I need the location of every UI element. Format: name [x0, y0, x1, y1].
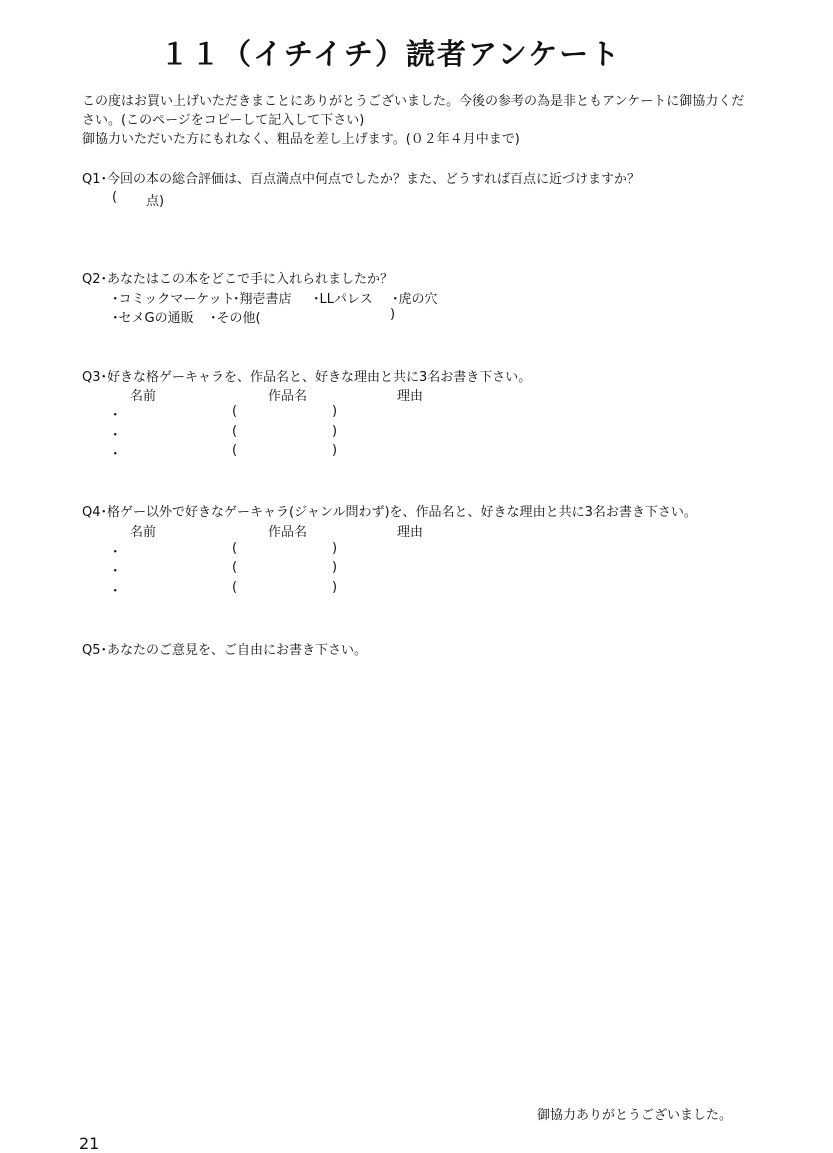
q3-col-work: 作品名 — [268, 389, 308, 404]
q3-row-3-close: ) — [332, 443, 338, 458]
q1-answer-unit: 点) — [146, 194, 165, 209]
q3-row-2-open: ( — [232, 424, 238, 439]
footer-thanks: 御協力ありがとうございました。 — [537, 1108, 733, 1123]
q4-col-name: 名前 — [130, 525, 157, 540]
intro-line-2: さい。(このページをコピーして記入して下さい) — [82, 113, 365, 128]
q2-option-comiket: ･コミックマーケット — [112, 292, 235, 307]
q4-row-2-close: ) — [332, 560, 338, 575]
q3-row-2-bullet: ･ — [112, 428, 119, 443]
q2-option-other: ･その他( — [210, 311, 261, 326]
q3-row-3-open: ( — [232, 443, 238, 458]
q3-col-name: 名前 — [130, 389, 157, 404]
q1-answer-open: ( — [112, 190, 118, 205]
q4-row-2-bullet: ･ — [112, 564, 119, 579]
q2-option-toranoana: ･虎の穴 — [392, 292, 438, 307]
q3-row-2-close: ) — [332, 424, 338, 439]
q4-row-3-bullet: ･ — [112, 584, 119, 599]
q4-col-reason: 理由 — [397, 525, 424, 540]
q5-question: Q5･あなたのご意見を、ご自由にお書き下さい。 — [82, 643, 368, 658]
q4-question: Q4･格ゲー以外で好きなゲーキャラ(ジャンル問わず)を、作品名と、好きな理由と共に3名お書き下さい。 — [82, 505, 697, 520]
q2-option-shoichi: ･翔壱書店 — [233, 292, 292, 307]
intro-text — [82, 92, 782, 149]
q3-row-1-close: ) — [332, 404, 338, 419]
page-title: １１（イチイチ）読者アンケート — [160, 37, 622, 71]
q2-question: Q2･あなたはこの本をどこで手に入れられましたか？ — [82, 272, 394, 287]
q4-row-3-close: ) — [332, 580, 338, 595]
intro-line-3: 御協力いただいた方にもれなく、粗品を差し上げます。(０２年４月中まで) — [82, 132, 520, 147]
q2-option-llpalace: ･LLパレス — [313, 292, 373, 307]
q3-row-3-bullet: ･ — [112, 447, 119, 462]
q3-row-1-open: ( — [232, 404, 238, 419]
q4-row-1-bullet: ･ — [112, 545, 119, 560]
q4-col-work: 作品名 — [268, 525, 308, 540]
q2-option-mailorder: ･セメGの通販 — [112, 311, 194, 326]
q4-row-1-close: ) — [332, 541, 338, 556]
q3-question: Q3･好きな格ゲーキャラを、作品名と、好きな理由と共に3名お書き下さい。 — [82, 370, 532, 385]
q4-row-3-open: ( — [232, 580, 238, 595]
page-number: 21 — [79, 1134, 100, 1153]
q3-row-1-bullet: ･ — [112, 408, 119, 423]
q1-question: Q1･今回の本の総合評価は、百点満点中何点でしたか？また、どうすれば百点に近づけますか？ — [82, 172, 641, 187]
q2-option-other-close: ) — [390, 307, 396, 322]
q4-row-2-open: ( — [232, 560, 238, 575]
q3-col-reason: 理由 — [397, 389, 424, 404]
q4-row-1-open: ( — [232, 541, 238, 556]
intro-line-1: この度はお買い上げいただきまことにありがとうございました。今後の参考の為是非ともアンケートに御協力くだ — [82, 94, 745, 109]
